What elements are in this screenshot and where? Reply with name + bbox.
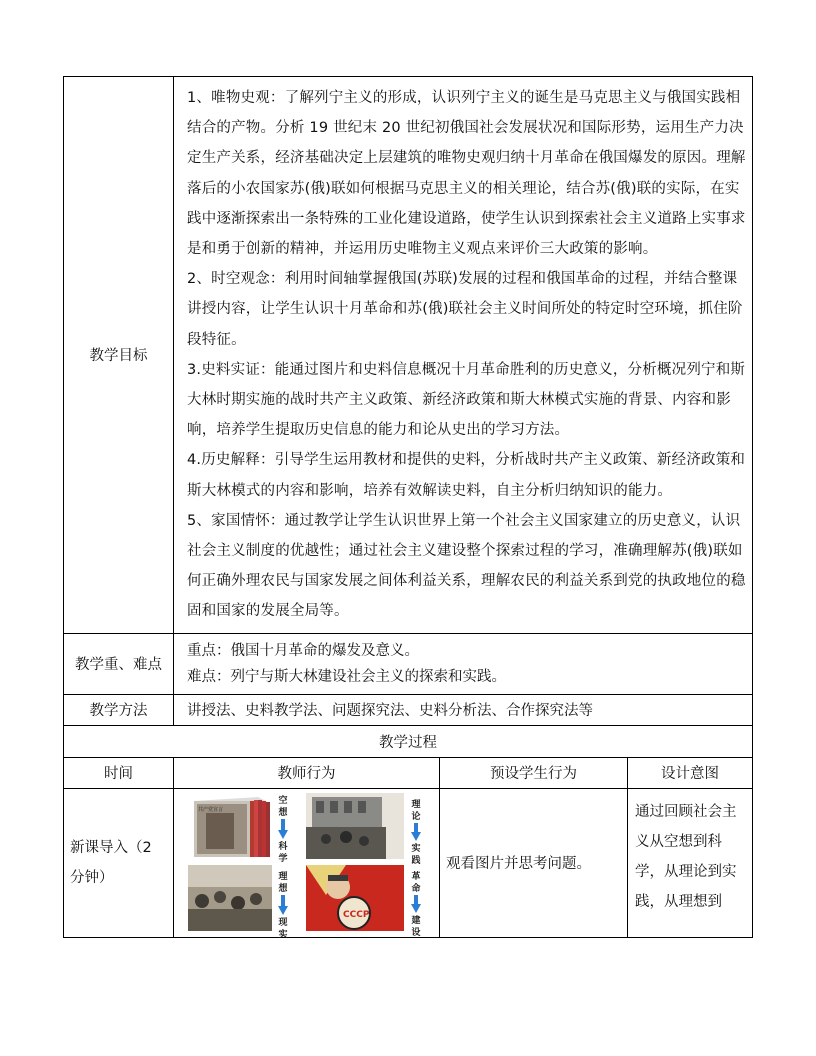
goal-paragraph-1: 1、唯物史观：了解列宁主义的形成，认识列宁主义的诞生是马克思主义与俄国实践相结合的产物。分析 19 世纪末 20 世纪初俄国社会发展状况和国际形势，运用生产力决定生产关系，经济基础决定上层建筑的唯物史观归纳十月革命在俄国爆发的原因。理解落后的小农国家苏(俄)联如何根据马克思主义的相关理论，结合苏(俄)联的实际，在实践中逐渐探索出一条特殊的工业化建设道路，使学生认识到探索社会主义道路上实事求是和勇于创新的精神，并运用历史唯物主义观点来评价三大政策的影响。: [187, 90, 746, 258]
label-science: 科学: [278, 841, 288, 864]
design-cell: 通过回顾社会主义从空想到科学，从理论到实践，从理想到: [628, 788, 753, 937]
label-practice: 实践: [411, 843, 421, 866]
goal-paragraph-5: 5、家国情怀：通过教学让学生认识世界上第一个社会主义国家建立的历史意义，认识社会主义制度的优越性；通过社会主义建设整个探索过程的学习，准确理解苏(俄)联如何正确外理农民与国家发展之间体利益关系，理解农民的利益关系到党的执政地位的稳固和国家的发展全局等。: [187, 512, 746, 620]
teacher-images: [188, 793, 428, 940]
process-title-row: [64, 725, 753, 757]
poster-text: СССР: [343, 909, 370, 920]
method-label: 教学方法: [64, 694, 174, 725]
method-row: [64, 694, 753, 725]
header-student: 预设学生行为: [440, 757, 628, 788]
goal-paragraph-4: 4.历史解释：引导学生运用教材和提供的史料，分析战时共产主义政策、新经济政策和斯大林模式的内容和影响，培养有效解读史料，自主分析归纳知识的能力。: [187, 452, 746, 499]
arrow-down-icon: [278, 906, 288, 915]
time-cell: 新课导入（2 分钟）: [64, 788, 174, 937]
book-title: 共产党宣言: [198, 806, 224, 813]
key-point: 重点：俄国十月革命的爆发及意义。: [187, 642, 419, 659]
keys-row: [64, 633, 753, 694]
goal-paragraph-2: 2、时空观念：利用时间轴掌握俄国(苏联)发展的过程和俄国革命的过程，并结合整课讲授内容，让学生认识十月革命和苏(俄)联社会主义时间所处的特定时空环境，抓住阶段特征。: [187, 271, 743, 348]
header-teacher: 教师行为: [174, 757, 440, 788]
label-revolution: 革命: [411, 871, 421, 894]
header-time: 时间: [64, 757, 174, 788]
lesson-plan-table: [63, 76, 753, 938]
label-ideal: 理想: [278, 871, 288, 894]
arrow-down-icon: [411, 904, 421, 913]
process-title: 教学过程: [64, 725, 753, 757]
process-row-intro: [64, 788, 753, 937]
label-reality: 现实: [278, 917, 288, 940]
goal-paragraph-3: 3.史料实证：能通过图片和史料信息概况十月革命胜利的历史意义，分析概况列宁和斯大林时期实施的战时共产主义政策、新经济政策和斯大林模式实施的背景、内容和影响，培养学生提取历史信息的能力和论从史出的学习方法。: [187, 361, 746, 439]
process-header-row: [64, 757, 753, 788]
keys-content: [174, 633, 753, 694]
label-theory: 理论: [411, 799, 421, 822]
teacher-cell: [174, 788, 440, 940]
soviet-poster-image: [306, 865, 404, 931]
goals-row: [64, 77, 753, 634]
arrow-down-icon: [411, 832, 421, 841]
label-utopia: 空想: [278, 795, 288, 818]
goals-label: 教学目标: [64, 77, 174, 634]
arrow-down-icon: [278, 830, 288, 839]
method-content: 讲授法、史料教学法、问题探究法、史料分析法、合作探究法等: [174, 694, 753, 725]
keys-label: 教学重、难点: [64, 633, 174, 694]
street-crowd-image: [188, 865, 272, 931]
label-construction: 建设: [411, 915, 421, 938]
difficulty-point: 难点：列宁与斯大林建设社会主义的探索和实践。: [187, 668, 506, 685]
revolution-crowd-image: [306, 793, 404, 859]
student-cell: 观看图片并思考问题。: [440, 788, 628, 937]
goals-content: [174, 77, 753, 634]
header-design: 设计意图: [628, 757, 753, 788]
